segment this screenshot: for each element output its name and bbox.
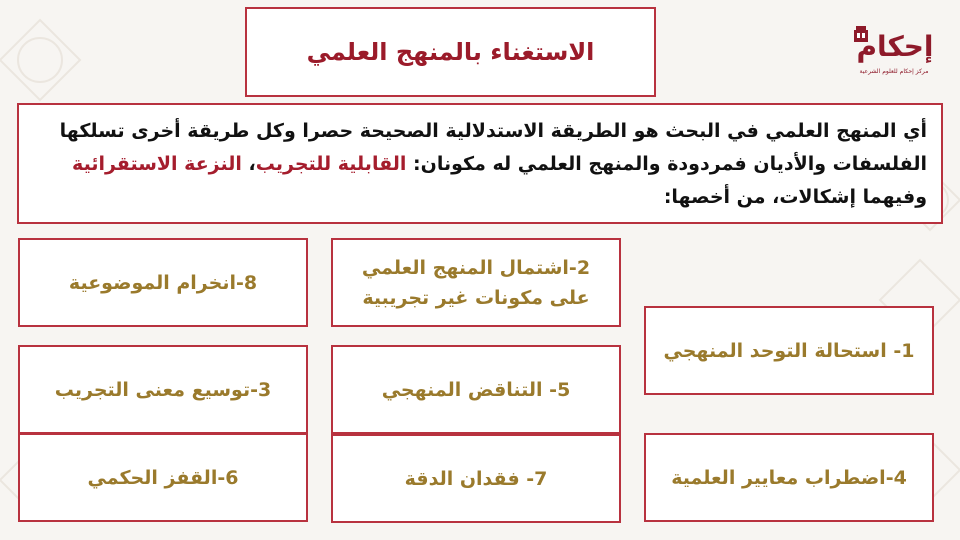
problem-item-5-label: 5- التناقض المنهجي bbox=[381, 378, 571, 401]
logo-name: إحكام bbox=[856, 30, 934, 63]
slide-title: الاستغناء بالمنهج العلمي bbox=[306, 38, 595, 66]
problem-item-5 bbox=[331, 345, 621, 434]
problem-item-4-label: 4-اضطراب معايير العلمية bbox=[671, 466, 907, 489]
problem-item-2 bbox=[331, 238, 621, 327]
intro-text-end: وفيهما إشكالات، من أخصها: bbox=[663, 186, 927, 208]
problem-item-6 bbox=[18, 433, 308, 522]
logo-subtitle: مركز إحكام للعلوم الشرعية bbox=[859, 68, 929, 75]
intro-box bbox=[17, 103, 943, 224]
problem-item-3-label: 3-توسيع معنى التجريب bbox=[54, 378, 272, 401]
problem-item-1-label: 1- استحالة التوحد المنهجي bbox=[663, 339, 915, 362]
intro-highlight-testability: القابلية للتجريب bbox=[255, 153, 407, 175]
problem-item-7-label: 7- فقدان الدقة bbox=[404, 467, 548, 490]
problem-item-1 bbox=[644, 306, 934, 395]
problem-item-6-label: 6-القفز الحكمي bbox=[87, 466, 239, 489]
intro-text-start: أي المنهج العلمي في البحث هو الطريقة الاستدلالية الصحيحة حصرا وكل طريقة أخرى تسلكها الفلسفات والأديان فمردودة والمنهج العلمي له مكونان: bbox=[59, 120, 927, 175]
problem-item-4 bbox=[644, 433, 934, 522]
intro-highlight-inductive: النزعة الاستقرائية bbox=[72, 153, 242, 175]
problem-item-8-label: 8-انخرام الموضوعية bbox=[68, 271, 258, 294]
problem-item-2-label: 2-اشتمال المنهج العلمي على مكونات غير تجريبية bbox=[361, 256, 591, 309]
problem-item-8 bbox=[18, 238, 308, 327]
problem-item-3 bbox=[18, 345, 308, 434]
title-box bbox=[245, 7, 656, 97]
intro-separator: ، bbox=[241, 153, 256, 175]
problem-item-7 bbox=[331, 434, 621, 523]
